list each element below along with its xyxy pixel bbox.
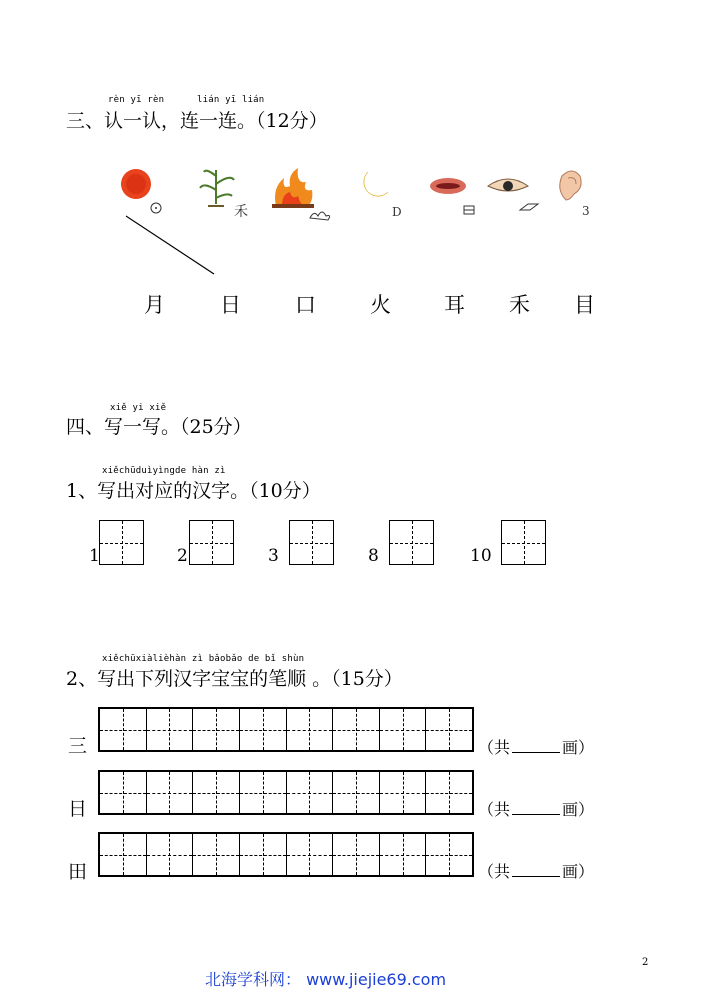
ear-ancient-glyph: 3 xyxy=(582,204,590,218)
moon-icon xyxy=(364,172,388,196)
number-label: 8 xyxy=(368,546,379,566)
fire-icon xyxy=(272,168,314,208)
section3-pinyin-a: rèn yī rèn xyxy=(108,95,165,105)
stroke-row-char: 田 xyxy=(68,861,88,883)
stroke-count-blank[interactable] xyxy=(512,800,560,815)
moon-ancient-glyph: D xyxy=(392,205,402,219)
char-huo[interactable]: 火 xyxy=(370,293,391,317)
number-label: 10 xyxy=(470,546,492,566)
section3-pinyin-b: lián yī lián xyxy=(197,95,265,105)
writing-grid[interactable] xyxy=(189,520,234,565)
section4-pinyin: xiě yi xiě xyxy=(110,403,167,413)
char-he[interactable]: 禾 xyxy=(509,293,530,317)
footer-watermark-link[interactable]: 北海学科网： www.jiejie69.com xyxy=(205,970,447,989)
stroke-order-grid[interactable] xyxy=(98,770,474,815)
sun-icon xyxy=(121,169,151,199)
pictograph-strip xyxy=(100,160,600,280)
number-label: 3 xyxy=(268,546,279,566)
grain-icon xyxy=(200,170,234,206)
page-number: 2 xyxy=(642,957,649,968)
stroke-order-grid[interactable] xyxy=(98,707,474,752)
stroke-order-grid[interactable] xyxy=(98,832,474,877)
part2-title: 2、写出下列汉字宝宝的笔顺 。（15分） xyxy=(66,668,403,690)
writing-grid[interactable] xyxy=(99,520,144,565)
section3-title: 三、认一认，连一连。（12分） xyxy=(66,110,328,132)
writing-grid[interactable] xyxy=(289,520,334,565)
fire-ancient-glyph xyxy=(310,212,330,220)
stroke-count-blank[interactable] xyxy=(512,862,560,877)
section4-title: 四、写一写。（25分） xyxy=(66,416,252,438)
writing-grid[interactable] xyxy=(501,520,546,565)
sample-connection-line xyxy=(126,216,214,274)
sun-ancient-glyph xyxy=(151,203,161,213)
stroke-count-blank[interactable] xyxy=(512,738,560,753)
eye-icon xyxy=(488,179,528,191)
number-label: 2 xyxy=(177,546,188,566)
char-kou[interactable]: 口 xyxy=(295,293,316,317)
writing-grid[interactable] xyxy=(389,520,434,565)
part2-pinyin: xiěchūxiàlièhàn zì bǎobǎo de bǐ shùn xyxy=(102,654,305,664)
char-mu[interactable]: 目 xyxy=(574,293,595,317)
stroke-row-char: 三 xyxy=(68,735,88,757)
eye-ancient-glyph xyxy=(520,204,538,210)
ear-icon xyxy=(560,171,581,200)
stroke-count: （共 画） xyxy=(478,800,595,819)
stroke-count: （共 画） xyxy=(478,738,595,757)
part1-pinyin: xiěchūduìyìngde hàn zì xyxy=(102,466,226,476)
grain-ancient-glyph: 禾 xyxy=(234,204,248,220)
stroke-row-char: 日 xyxy=(68,798,88,820)
char-er[interactable]: 耳 xyxy=(444,293,465,317)
part1-title: 1、写出对应的汉字。（10分） xyxy=(66,480,321,502)
mouth-icon xyxy=(430,178,466,194)
stroke-count: （共 画） xyxy=(478,862,595,881)
char-yue[interactable]: 月 xyxy=(144,293,165,317)
number-label: 1 xyxy=(89,546,100,566)
char-ri[interactable]: 日 xyxy=(220,293,241,317)
